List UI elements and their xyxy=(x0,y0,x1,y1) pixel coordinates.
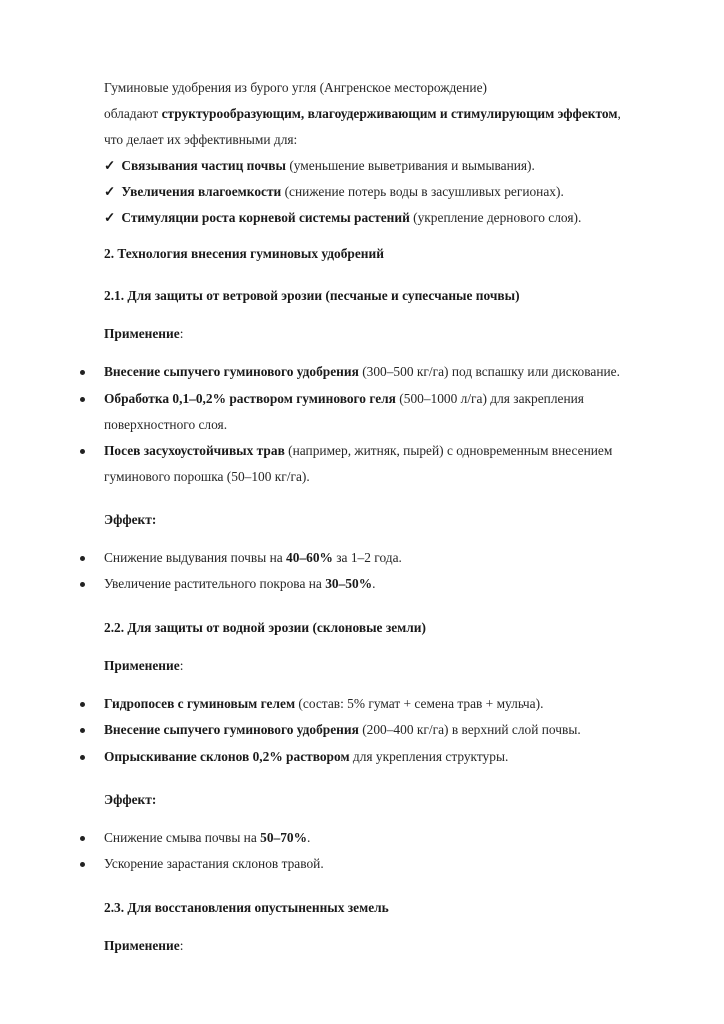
effect-item: Снижение смыва почвы на 50–70%. xyxy=(104,830,311,845)
list-item: Внесение сыпучего гуминового удобрения (200–400 кг/га) в верхний слой почвы. xyxy=(104,722,581,737)
checkmark-icon: ✓ xyxy=(104,210,116,225)
list-item: Посев засухоустойчивых трав (например, житняк, пырей) с одновременным внесением xyxy=(104,443,613,458)
section-2-1-heading: 2.1. Для защиты от ветровой эрозии (песчаные и супесчаные почвы) xyxy=(104,288,520,303)
bullet-icon xyxy=(80,862,85,867)
check-item: ✓ Стимуляции роста корневой системы растений (укрепление дернового слоя). xyxy=(104,210,582,225)
list-item: Внесение сыпучего гуминового удобрения (300–500 кг/га) под вспашку или дискование. xyxy=(104,364,620,379)
section-2-heading: 2. Технология внесения гуминовых удобрений xyxy=(104,246,384,261)
intro-line-1: Гуминовые удобрения из бурого угля (Ангренское месторождение) xyxy=(104,80,487,95)
application-label: Применение: xyxy=(104,938,184,953)
bullet-icon xyxy=(80,397,85,402)
list-item: Опрыскивание склонов 0,2% раствором для укрепления структуры. xyxy=(104,749,509,764)
bullet-icon xyxy=(80,728,85,733)
bullet-icon xyxy=(80,556,85,561)
list-item-continuation: гуминового порошка (50–100 кг/га). xyxy=(104,469,310,484)
section-2-3-heading: 2.3. Для восстановления опустыненных земель xyxy=(104,900,389,915)
effect-item: Снижение выдувания почвы на 40–60% за 1–2 года. xyxy=(104,550,402,565)
effect-item: Ускорение зарастания склонов травой. xyxy=(104,856,324,871)
application-label: Применение: xyxy=(104,658,184,673)
effect-label: Эффект: xyxy=(104,512,157,527)
list-item: Обработка 0,1–0,2% раствором гуминового геля (500–1000 л/га) для закрепления xyxy=(104,391,584,406)
effect-label: Эффект: xyxy=(104,792,157,807)
bullet-icon xyxy=(80,755,85,760)
bullet-icon xyxy=(80,582,85,587)
bullet-icon xyxy=(80,449,85,454)
check-item: ✓ Связывания частиц почвы (уменьшение выветривания и вымывания). xyxy=(104,158,535,173)
bullet-icon xyxy=(80,702,85,707)
bullet-icon xyxy=(80,836,85,841)
intro-line-3: что делает их эффективными для: xyxy=(104,132,298,147)
bullet-icon xyxy=(80,370,85,375)
list-item-continuation: поверхностного слоя. xyxy=(104,417,228,432)
application-label: Применение: xyxy=(104,326,184,341)
intro-line-2: обладают структурообразующим, влагоудерживающим и стимулирующим эффектом, xyxy=(104,106,621,121)
check-item: ✓ Увеличения влагоемкости (снижение потерь воды в засушливых регионах). xyxy=(104,184,564,199)
checkmark-icon: ✓ xyxy=(104,184,116,199)
list-item: Гидропосев с гуминовым гелем (состав: 5% гумат + семена трав + мульча). xyxy=(104,696,544,711)
checkmark-icon: ✓ xyxy=(104,158,116,173)
section-2-2-heading: 2.2. Для защиты от водной эрозии (склоновые земли) xyxy=(104,620,426,635)
effect-item: Увеличение растительного покрова на 30–50%. xyxy=(104,576,376,591)
